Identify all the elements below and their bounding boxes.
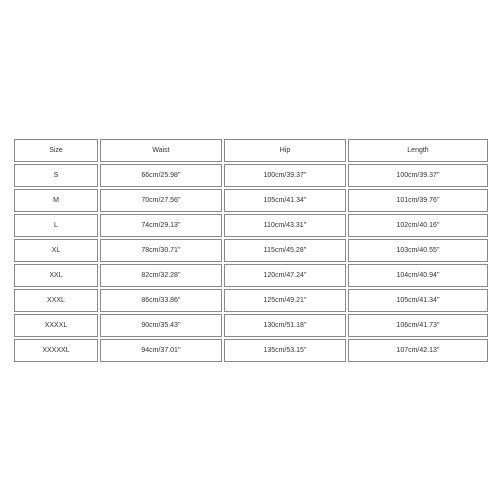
cell-size: XXXL	[14, 289, 98, 312]
cell-length: 104cm/40.94''	[348, 264, 488, 287]
cell-waist: 66cm/25.98''	[100, 164, 222, 187]
cell-hip: 135cm/53.15''	[224, 339, 346, 362]
cell-hip: 120cm/47.24''	[224, 264, 346, 287]
cell-length: 102cm/40.16''	[348, 214, 488, 237]
cell-waist: 94cm/37.01''	[100, 339, 222, 362]
table-row	[14, 214, 488, 237]
cell-hip: 130cm/51.18''	[224, 314, 346, 337]
cell-waist: 90cm/35.43''	[100, 314, 222, 337]
table-row	[14, 164, 488, 187]
cell-hip: 115cm/45.28''	[224, 239, 346, 262]
cell-length: 101cm/39.76''	[348, 189, 488, 212]
table-row	[14, 189, 488, 212]
header-hip: Hip	[224, 139, 346, 162]
header-length: Length	[348, 139, 488, 162]
cell-waist: 70cm/27.56''	[100, 189, 222, 212]
cell-size: XXL	[14, 264, 98, 287]
cell-length: 100cm/39.37''	[348, 164, 488, 187]
table-row	[14, 339, 488, 362]
cell-size: XXXXXL	[14, 339, 98, 362]
cell-hip: 100cm/39.37''	[224, 164, 346, 187]
cell-size: XL	[14, 239, 98, 262]
table-row	[14, 239, 488, 262]
cell-length: 106cm/41.73''	[348, 314, 488, 337]
size-chart-table	[12, 137, 490, 364]
header-row	[14, 139, 488, 162]
table-row	[14, 314, 488, 337]
cell-waist: 74cm/29.13''	[100, 214, 222, 237]
cell-hip: 110cm/43.31''	[224, 214, 346, 237]
cell-size: L	[14, 214, 98, 237]
table-row	[14, 289, 488, 312]
cell-hip: 105cm/41.34''	[224, 189, 346, 212]
cell-size: XXXXL	[14, 314, 98, 337]
header-waist: Waist	[100, 139, 222, 162]
cell-waist: 78cm/30.71''	[100, 239, 222, 262]
header-size: Size	[14, 139, 98, 162]
cell-hip: 125cm/49.21''	[224, 289, 346, 312]
cell-length: 105cm/41.34''	[348, 289, 488, 312]
cell-length: 103cm/40.55''	[348, 239, 488, 262]
cell-waist: 82cm/32.28''	[100, 264, 222, 287]
cell-length: 107cm/42.13''	[348, 339, 488, 362]
table-row	[14, 264, 488, 287]
cell-size: M	[14, 189, 98, 212]
cell-waist: 86cm/33.86''	[100, 289, 222, 312]
cell-size: S	[14, 164, 98, 187]
